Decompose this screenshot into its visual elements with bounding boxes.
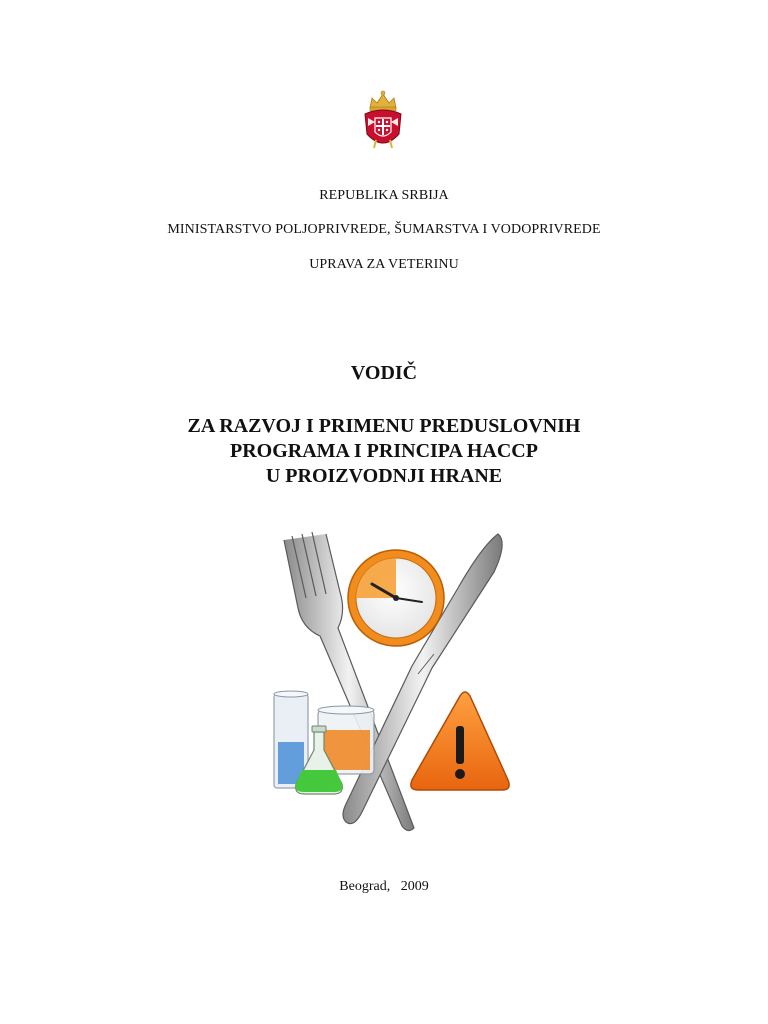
ministry-name: MINISTARSTVO POLJOPRIVREDE, ŠUMARSTVA I VODOPRIVREDE: [167, 222, 601, 237]
warning-icon: [411, 692, 509, 790]
subtitle-line: U PROIZVODNJI HRANE: [265, 465, 503, 487]
place-and-date: Beograd, 2009: [339, 879, 429, 894]
haccp-illustration: [262, 528, 514, 840]
country-name: REPUBLIKA SRBIJA: [319, 188, 449, 203]
coat-of-arms-icon: [362, 88, 404, 156]
directorate-name: UPRAVA ZA VETERINU: [309, 257, 459, 272]
subtitle-line: PROGRAMA I PRINCIPA HACCP: [230, 440, 538, 462]
subtitle-line: ZA RAZVOJ I PRIMENU PREDUSLOVNIH: [187, 415, 581, 437]
document-title: VODIČ: [350, 362, 418, 384]
clock-icon: [348, 550, 444, 646]
document-subtitle: [0, 414, 768, 489]
